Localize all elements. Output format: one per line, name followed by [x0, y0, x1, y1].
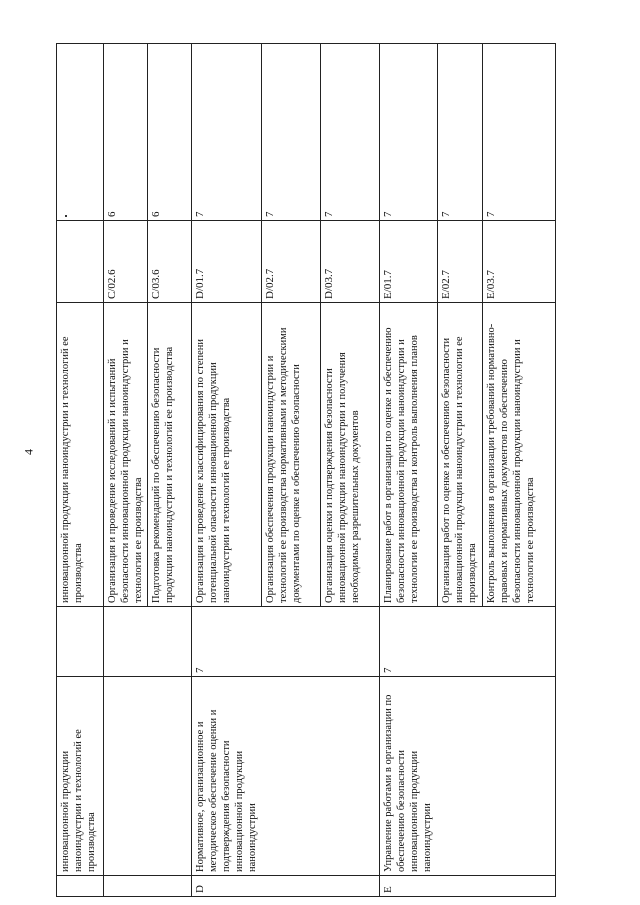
gen-name-cell: [104, 677, 148, 876]
gen-letter-cell: E: [379, 876, 437, 897]
func-code-cell: D/03.7: [320, 221, 379, 303]
table-row: [320, 44, 379, 897]
func-code-cell: [57, 221, 104, 303]
func-level-cell: 7: [437, 44, 482, 221]
func-level-cell: 6: [148, 44, 192, 221]
func-code-cell: E/03.7: [482, 221, 555, 303]
page-number: 4: [21, 449, 36, 455]
func-name-cell: Организация и проведение классифицирования по степени потенциальной опасности инновационной продукции наноиндустрии и технологий ее производства: [192, 303, 262, 607]
func-code-cell: D/01.7: [192, 221, 262, 303]
table-row: [57, 44, 104, 897]
rotated-table-container: [56, 44, 568, 897]
func-code-cell: E/02.7: [437, 221, 482, 303]
gen-name-cell: [261, 677, 320, 876]
gen-level-cell: [437, 607, 482, 677]
gen-level-cell: [57, 607, 104, 677]
func-name-cell: Подготовка рекомендаций по обеспечению безопасности продукции наноиндустрии и технологий ее производства: [148, 303, 192, 607]
gen-letter-cell: [320, 876, 379, 897]
func-name-cell: Планирование работ в организации по оценке и обеспечению безопасности инновационной продукции наноиндустрии и технологии ее производства и контроль выполнения планов: [379, 303, 437, 607]
gen-level-cell: 7: [192, 607, 262, 677]
func-level-cell: 7: [192, 44, 262, 221]
table-row: [482, 44, 555, 897]
gen-letter-cell: [482, 876, 555, 897]
func-name-cell: Организация оценки и подтверждения безопасности инновационной продукции наноиндустрии и получения необходимых разрешительных документов: [320, 303, 379, 607]
func-code-cell: E/01.7: [379, 221, 437, 303]
gen-name-cell: [148, 677, 192, 876]
func-code-cell: D/02.7: [261, 221, 320, 303]
gen-letter-cell: [148, 876, 192, 897]
func-name-cell: Организация обеспечения продукции наноиндустрии и технологий ее производства нормативными и методическими документами по оценке и обеспечению безопасности: [261, 303, 320, 607]
func-level-cell: 7: [320, 44, 379, 221]
gen-level-cell: [148, 607, 192, 677]
func-name-cell: Организация работ по оценке и обеспечению безопасности инновационной продукции наноиндустрии и технологии ее производства: [437, 303, 482, 607]
func-name-cell: Организация и проведение исследований и испытаний безопасности инновационной продукции наноиндустрии и технологии ее производства: [104, 303, 148, 607]
gen-letter-cell: [57, 876, 104, 897]
gen-name-cell: инновационной продукции наноиндустрии и технологий ее производства: [57, 677, 104, 876]
func-level-cell: 7: [261, 44, 320, 221]
gen-level-cell: [104, 607, 148, 677]
func-level-cell: 6: [104, 44, 148, 221]
gen-level-cell: [320, 607, 379, 677]
table-row: [104, 44, 148, 897]
gen-level-cell: 7: [379, 607, 437, 677]
func-name-cell: Контроль выполнения в организации требований нормативно-правовых и нормативных документов по обеспечению безопасности инновационной продукции наноиндустрии и технологии ее производства: [482, 303, 555, 607]
gen-name-cell: Нормативное, организационное и методическое обеспечение оценки и подтверждения безопасности инновационной продукции наноиндустрии: [192, 677, 262, 876]
gen-letter-cell: [437, 876, 482, 897]
gen-name-cell: [437, 677, 482, 876]
scan-dot: [65, 215, 67, 217]
func-code-cell: C/03.6: [148, 221, 192, 303]
gen-letter-cell: [104, 876, 148, 897]
gen-letter-cell: D: [192, 876, 262, 897]
func-level-cell: 7: [482, 44, 555, 221]
gen-name-cell: Управление работами в организации по обеспечению безопасности инновационной продукции наноиндустрии: [379, 677, 437, 876]
table-row: [261, 44, 320, 897]
table-row: [437, 44, 482, 897]
table-row: [379, 44, 437, 897]
func-code-cell: C/02.6: [104, 221, 148, 303]
table-row: [148, 44, 192, 897]
table-row: [192, 44, 262, 897]
gen-name-cell: [482, 677, 555, 876]
func-name-cell: инновационной продукции наноиндустрии и технологий ее производства: [57, 303, 104, 607]
functions-table: [56, 43, 556, 897]
func-level-cell: 7: [379, 44, 437, 221]
gen-level-cell: [482, 607, 555, 677]
func-level-cell: [57, 44, 104, 221]
gen-level-cell: [261, 607, 320, 677]
gen-letter-cell: [261, 876, 320, 897]
gen-name-cell: [320, 677, 379, 876]
